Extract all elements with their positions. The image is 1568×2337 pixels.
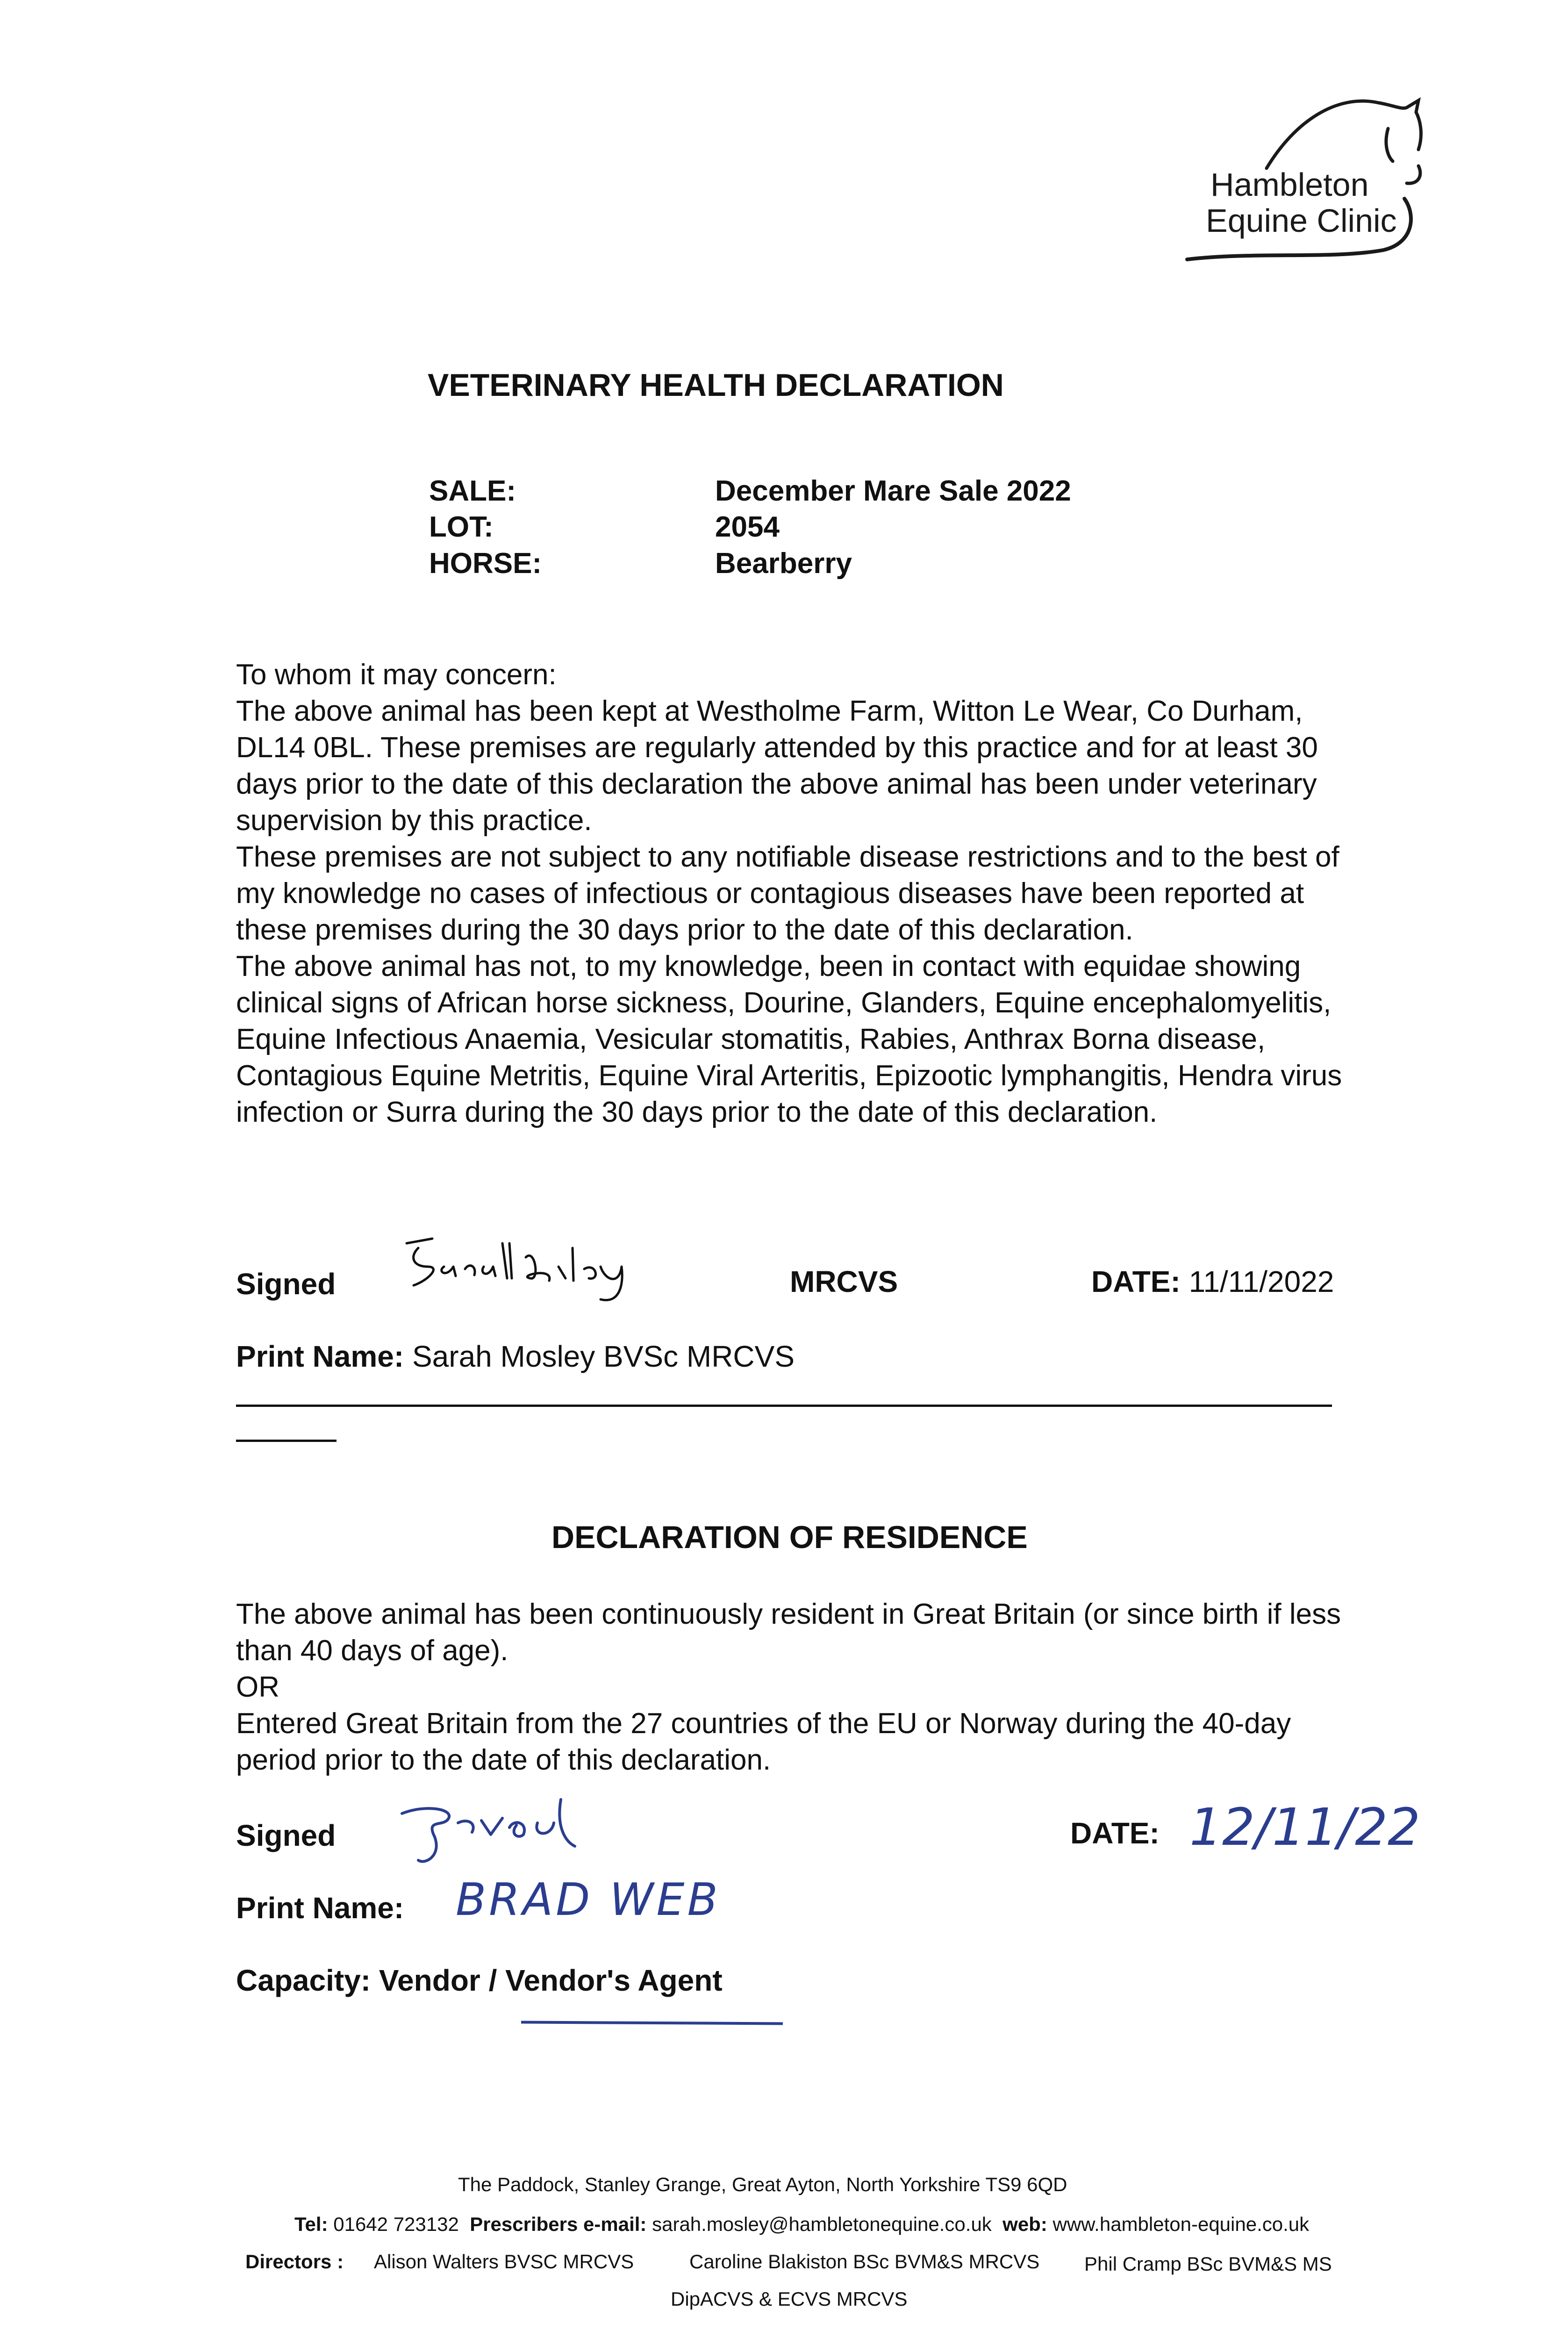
vet-signature-drawing [400,1234,643,1304]
vet-date-value: 11/11/2022 [1189,1265,1334,1298]
horse-value: Bearberry [715,547,852,580]
logo-text-line2: Equine Clinic [1206,202,1397,239]
logo-text-line1: Hambleton [1210,166,1369,203]
lot-label: LOT: [429,511,494,543]
vet-signature [400,1234,643,1304]
footer-contact [294,2213,1309,2236]
vendor-date-label: DATE: [1070,1816,1160,1850]
footer-director-3: Phil Cramp BSc BVM&S MS [1084,2253,1332,2275]
horse-label: HORSE: [429,547,542,580]
footer-directors-label [245,2251,344,2273]
vendor-print-value: BRAD WEB [456,1874,721,1926]
residence-line-1: The above animal has been continuously resident in Great Britain (or since birth if less than 40 days of age). [236,1598,1341,1667]
health-paragraph-3: The above animal has not, to my knowledge, been in contact with equidae showing clinical signs of African horse sickness, Dourine, Glanders, Equine encephalomyelitis, Equine Infectious Anaemia, Vesicular stomatitis, Rabies, Anthrax Borna disease, Contagious Equine Metritis, Equine Viral Arteritis, Epizootic lymphangitis, Hendra virus infection or Surra during the 30 days prior to the date of this declaration. [236,950,1342,1128]
health-declaration-title: VETERINARY HEALTH DECLARATION [428,367,1004,403]
vendor-date-value: 12/11/22 [1189,1797,1421,1857]
vet-print-name [236,1339,795,1374]
directors-label-text: Directors : [245,2251,344,2272]
footer-email: sarah.mosley@hambletonequine.co.uk [652,2213,992,2235]
footer-director-1: Alison Walters BVSC MRCVS [374,2251,634,2272]
section-divider-short [236,1440,337,1442]
residence-declaration-title: DECLARATION OF RESIDENCE [551,1520,1028,1555]
vet-print-label: Print Name: [236,1340,404,1373]
footer-director-2: Caroline Blakiston BSc BVM&S MRCVS [689,2251,1040,2272]
vendor-signature [397,1790,659,1874]
vet-date-label: DATE: [1091,1265,1181,1298]
lot-value: 2054 [715,511,780,543]
residence-line-2: Entered Great Britain from the 27 countries of the EU or Norway during the 40-day period prior to the date of this declaration. [236,1707,1291,1776]
health-paragraph-2: These premises are not subject to any notifiable disease restrictions and to the best of my knowledge no cases of infectious or contagious diseases have been reported at these premises during the 30 days prior to the date of this declaration. [236,841,1339,946]
residence-body [236,1596,1367,1778]
salutation: To whom it may concern: [236,659,557,691]
vet-print-value: Sarah Mosley BVSc MRCVS [412,1340,795,1373]
vet-signed-label: Signed [236,1267,336,1301]
footer-tel: 01642 723132 [333,2213,459,2235]
vendor-print-label: Print Name: [236,1891,404,1925]
sale-value: December Mare Sale 2022 [715,475,1071,507]
footer-web-label: web: [1002,2213,1047,2235]
health-declaration-body [236,657,1367,1131]
footer-address: The Paddock, Stanley Grange, Great Ayton, North Yorkshire TS9 6QD [458,2173,1067,2195]
footer-web: www.hambleton-equine.co.uk [1052,2213,1310,2235]
mrcvs-label: MRCVS [790,1265,898,1298]
section-divider [236,1405,1332,1407]
residence-or: OR [236,1671,279,1703]
vendor-capacity: Capacity: Vendor / Vendor's Agent [236,1964,723,1997]
footer-director-3-cont: DipACVS & ECVS MRCVS [671,2288,908,2310]
capacity-underline [521,2021,783,2025]
vendor-signed-label: Signed [236,1819,336,1852]
clinic-logo [1182,75,1444,276]
vet-date [1091,1264,1334,1299]
sale-label: SALE: [429,475,516,507]
footer-tel-label: Tel: [294,2213,328,2235]
health-paragraph-1: The above animal has been kept at Westholme Farm, Witton Le Wear, Co Durham, DL14 0BL. These premises are regularly attended by this practice and for at least 30 days prior to the date of this declaration the above animal has been under veterinary supervision by this practice. [236,695,1318,837]
footer-email-label: Prescribers e-mail: [470,2213,647,2235]
vendor-signature-drawing [397,1790,659,1874]
